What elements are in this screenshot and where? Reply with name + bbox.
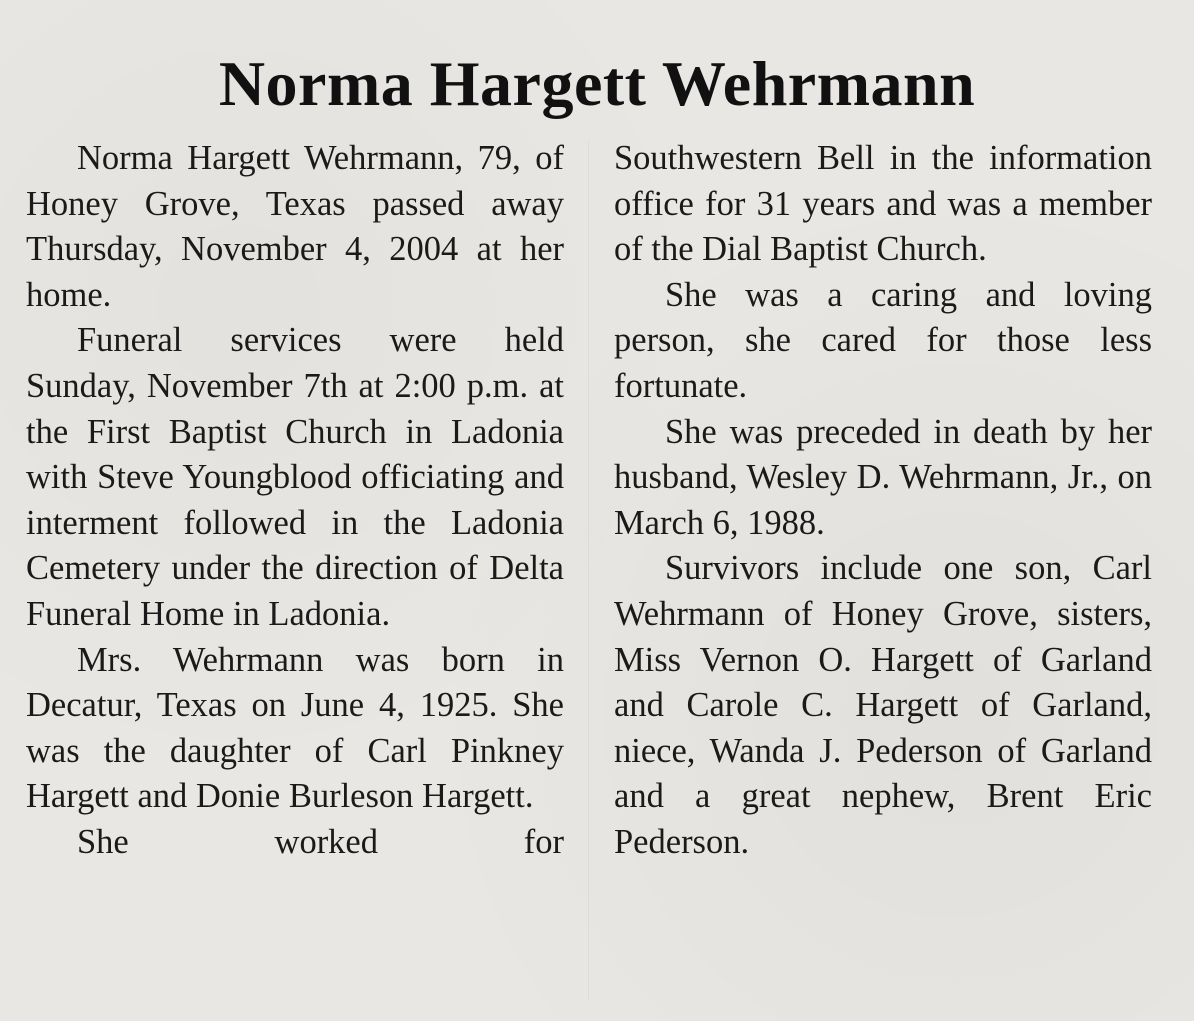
paragraph-preceded-in-death: She was preceded in death by her husband, Wesley D. Wehrmann, Jr., on March 6, 1988. (614, 412, 1152, 542)
column-divider (588, 140, 589, 1000)
right-column (614, 136, 1152, 866)
paragraph-death-notice: Norma Hargett Wehrmann, 79, of Honey Grove, Texas passed away Thursday, November 4, 2004 at her home. (26, 139, 564, 314)
paragraph-birth: Mrs. Wehrmann was born in Decatur, Texas on June 4, 1925. She was the daughter of Carl Pinkney Hargett and Donie Burleson Hargett. (26, 640, 564, 816)
paragraph-work-start: She worked for (77, 822, 564, 861)
paragraph-work-continued: Southwestern Bell in the information office for 31 years and was a member of the Dial Baptist Church. (614, 139, 1152, 269)
paragraph-character: She was a caring and loving person, she cared for those less fortunate. (614, 275, 1152, 405)
obituary-headline: Norma Hargett Wehrmann (218, 48, 976, 119)
left-column (26, 136, 564, 866)
paragraph-funeral-services: Funeral services were held Sunday, November 7th at 2:00 p.m. at the First Baptist Church in Ladonia with Steve Youngblood officiating and interment followed in the Ladonia Cemetery under the direction of Delta Funeral Home in Ladonia. (26, 321, 564, 633)
paragraph-survivors: Survivors include one son, Carl Wehrmann of Honey Grove, sisters, Miss Vernon O. Hargett of Garland and Carole C. Hargett of Garland, niece, Wanda J. Pederson of Garland and a great nephew, Brent Eric Pederson. (614, 549, 1152, 861)
